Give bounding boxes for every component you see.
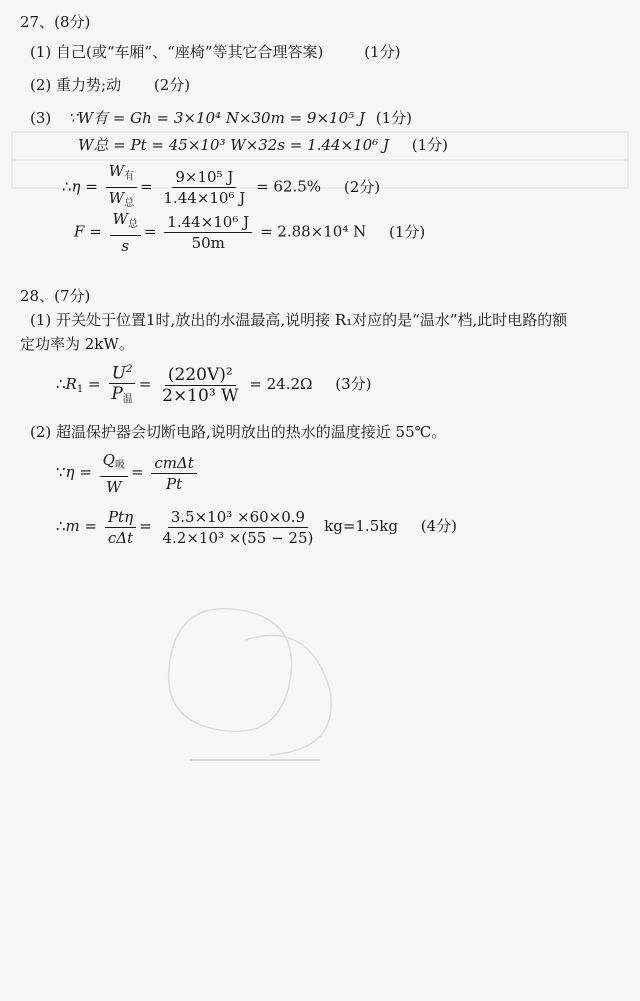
efficiency-symbol: η [71,177,81,196]
q27-heading-text: 27、(8分) [20,13,91,31]
therefore-symbol: ∴ [62,177,72,196]
q28-eq3-den: 4.2×10³ ×(55 − 25) [162,528,314,547]
q27-part2 [30,75,190,95]
q27-eq3-symbolic-fraction [106,162,137,213]
q28-heading [20,286,90,306]
q27-heading [20,12,90,32]
q28-eq1-den: 2×10³ W [162,385,239,406]
q28-eq2-den-b: Pt [166,474,183,493]
q27-eq1 [30,108,412,128]
q28-part1-line1 [30,310,567,330]
q28-eq1: $\therefore R_1$ = $\frac{U^2}{P_温}$ = $\frac{\text{(220V)²}}{\text{2×10³ W}}$ = 24.2Ω (3分) [56,360,372,414]
q27-part1 [30,42,400,62]
q27-eq3-symbolic-den: $W_总$ [108,189,135,209]
q28-eq1-symbolic-den: $P_温$ [111,384,133,406]
q28-eq2: ∵η = $\frac{Q_吸}{W}$ = $\frac{\text{cmΔt}}{Pt}$ [56,448,200,496]
q27-eq4-score: (1分) [389,222,426,241]
resistance-symbol: $R_1$ [65,375,84,395]
q27-part2-text: (2) 重力势;动 [30,76,122,94]
q28-eq1-symbolic-num: $U^2$ [109,361,136,385]
q28-eq1-fraction [159,366,241,405]
q27-eq3-result: = 62.5% [256,177,322,196]
q28-eq2-fraction-b [151,454,197,493]
q28-heading-text: 28、(7分) [20,287,91,305]
q28-eq3-symbolic-num: Ptη [105,508,136,528]
therefore-symbol: ∴ [56,517,66,535]
show-through-sketch [150,580,350,770]
q28-eq3-symbolic-fraction [105,508,136,547]
q27-part1-text: (1) 自己(或“车厢”、“座椅”等其它合理答案) [30,43,324,61]
q27-part2-score: (2分) [153,76,191,94]
q28-part2 [30,422,446,442]
q28-eq3-symbolic-den: cΔt [107,528,134,547]
q27-eq2-score: (1分) [411,136,449,154]
q27-eq4-num: 1.44×10⁶ J [164,213,252,233]
q27-eq3-symbolic-num: $W_有$ [106,162,137,188]
q27-eq1-text: ∵W有 = Gh = 3×10⁴ N×30m = 9×10⁵ J [68,109,365,127]
q28-eq1-num: (220V)² [165,366,236,386]
q28-part1-line2-text: 定功率为 2kW。 [20,335,134,353]
q28-eq3-result: kg=1.5kg [324,517,398,535]
q28-eq2-den-a: W [106,477,122,496]
q28-part1-line2 [20,334,134,354]
q27-eq4-symbolic-den: s [121,237,130,255]
q27-eq3: ∴η = $\frac{W_有}{W_总}$ = $\frac{\text{9×10⁵ J}}{\text{1.44×10⁶ J}}$ = 62.5% (2分) [62,162,380,213]
q28-eq3-score: (4分) [420,517,457,535]
q28-eq3-num: 3.5×10³ ×60×0.9 [168,508,308,528]
efficiency-symbol: η [65,463,75,481]
q27-eq4: F = $\frac{W_总}{s}$ = $\frac{\text{1.44×10⁶ J}}{50m}$ = 2.88×10⁴ N (1分) [74,210,426,255]
q27-eq3-score: (2分) [343,177,381,196]
q27-eq2-text: W总 = Pt = 45×10³ W×32s = 1.44×10⁶ J [78,136,389,154]
q28-part1-line1-text: (1) 开关处于位置1时,放出的水温最高,说明接 R₁对应的是“温水”档,此时电路的额 [30,311,568,329]
q28-eq1-result: = 24.2Ω [249,375,313,393]
q27-eq4-result: = 2.88×10⁴ N [259,222,367,241]
q27-eq4-den: 50m [191,234,225,252]
q28-part2-text: (2) 超温保护器会切断电路,说明放出的热水的温度接近 55℃。 [30,423,447,441]
q27-eq3-den: 1.44×10⁶ J [163,189,246,207]
because-symbol: ∵ [56,463,66,481]
q28-eq3-fraction [160,508,317,547]
q27-eq1-score: (1分) [375,109,412,127]
q28-eq2-fraction-a [100,451,128,496]
q27-eq3-fraction [160,168,248,207]
q27-eq2 [78,135,448,155]
q28-eq1-symbolic-fraction [108,361,135,410]
q27-eq4-fraction [164,213,252,252]
q28-eq2-num-b: cmΔt [151,454,197,474]
q28-eq3: ∴m = $\frac{\text{Ptη}}{\text{cΔt}}$ = $\frac{\text{3.5×10³ ×60×0.9}}{\text{4.2×10³ ×(55 − 25)}}$ kg=1.5kg (4分) [56,507,457,547]
q27-eq3-num: 9×10⁵ J [172,168,236,188]
q27-part1-score: (1分) [364,43,401,61]
q27-eq4-symbolic-fraction [110,210,141,255]
q28-eq1-score: (3分) [335,375,372,393]
q28-eq2-num-a: $Q_吸$ [100,451,128,477]
q27-eq4-symbolic-num: $W_总$ [110,210,141,236]
q27-part3-label: (3) [30,109,52,127]
therefore-symbol: ∴ [56,375,66,393]
mass-symbol: m [65,517,80,535]
force-symbol: F [74,222,85,241]
